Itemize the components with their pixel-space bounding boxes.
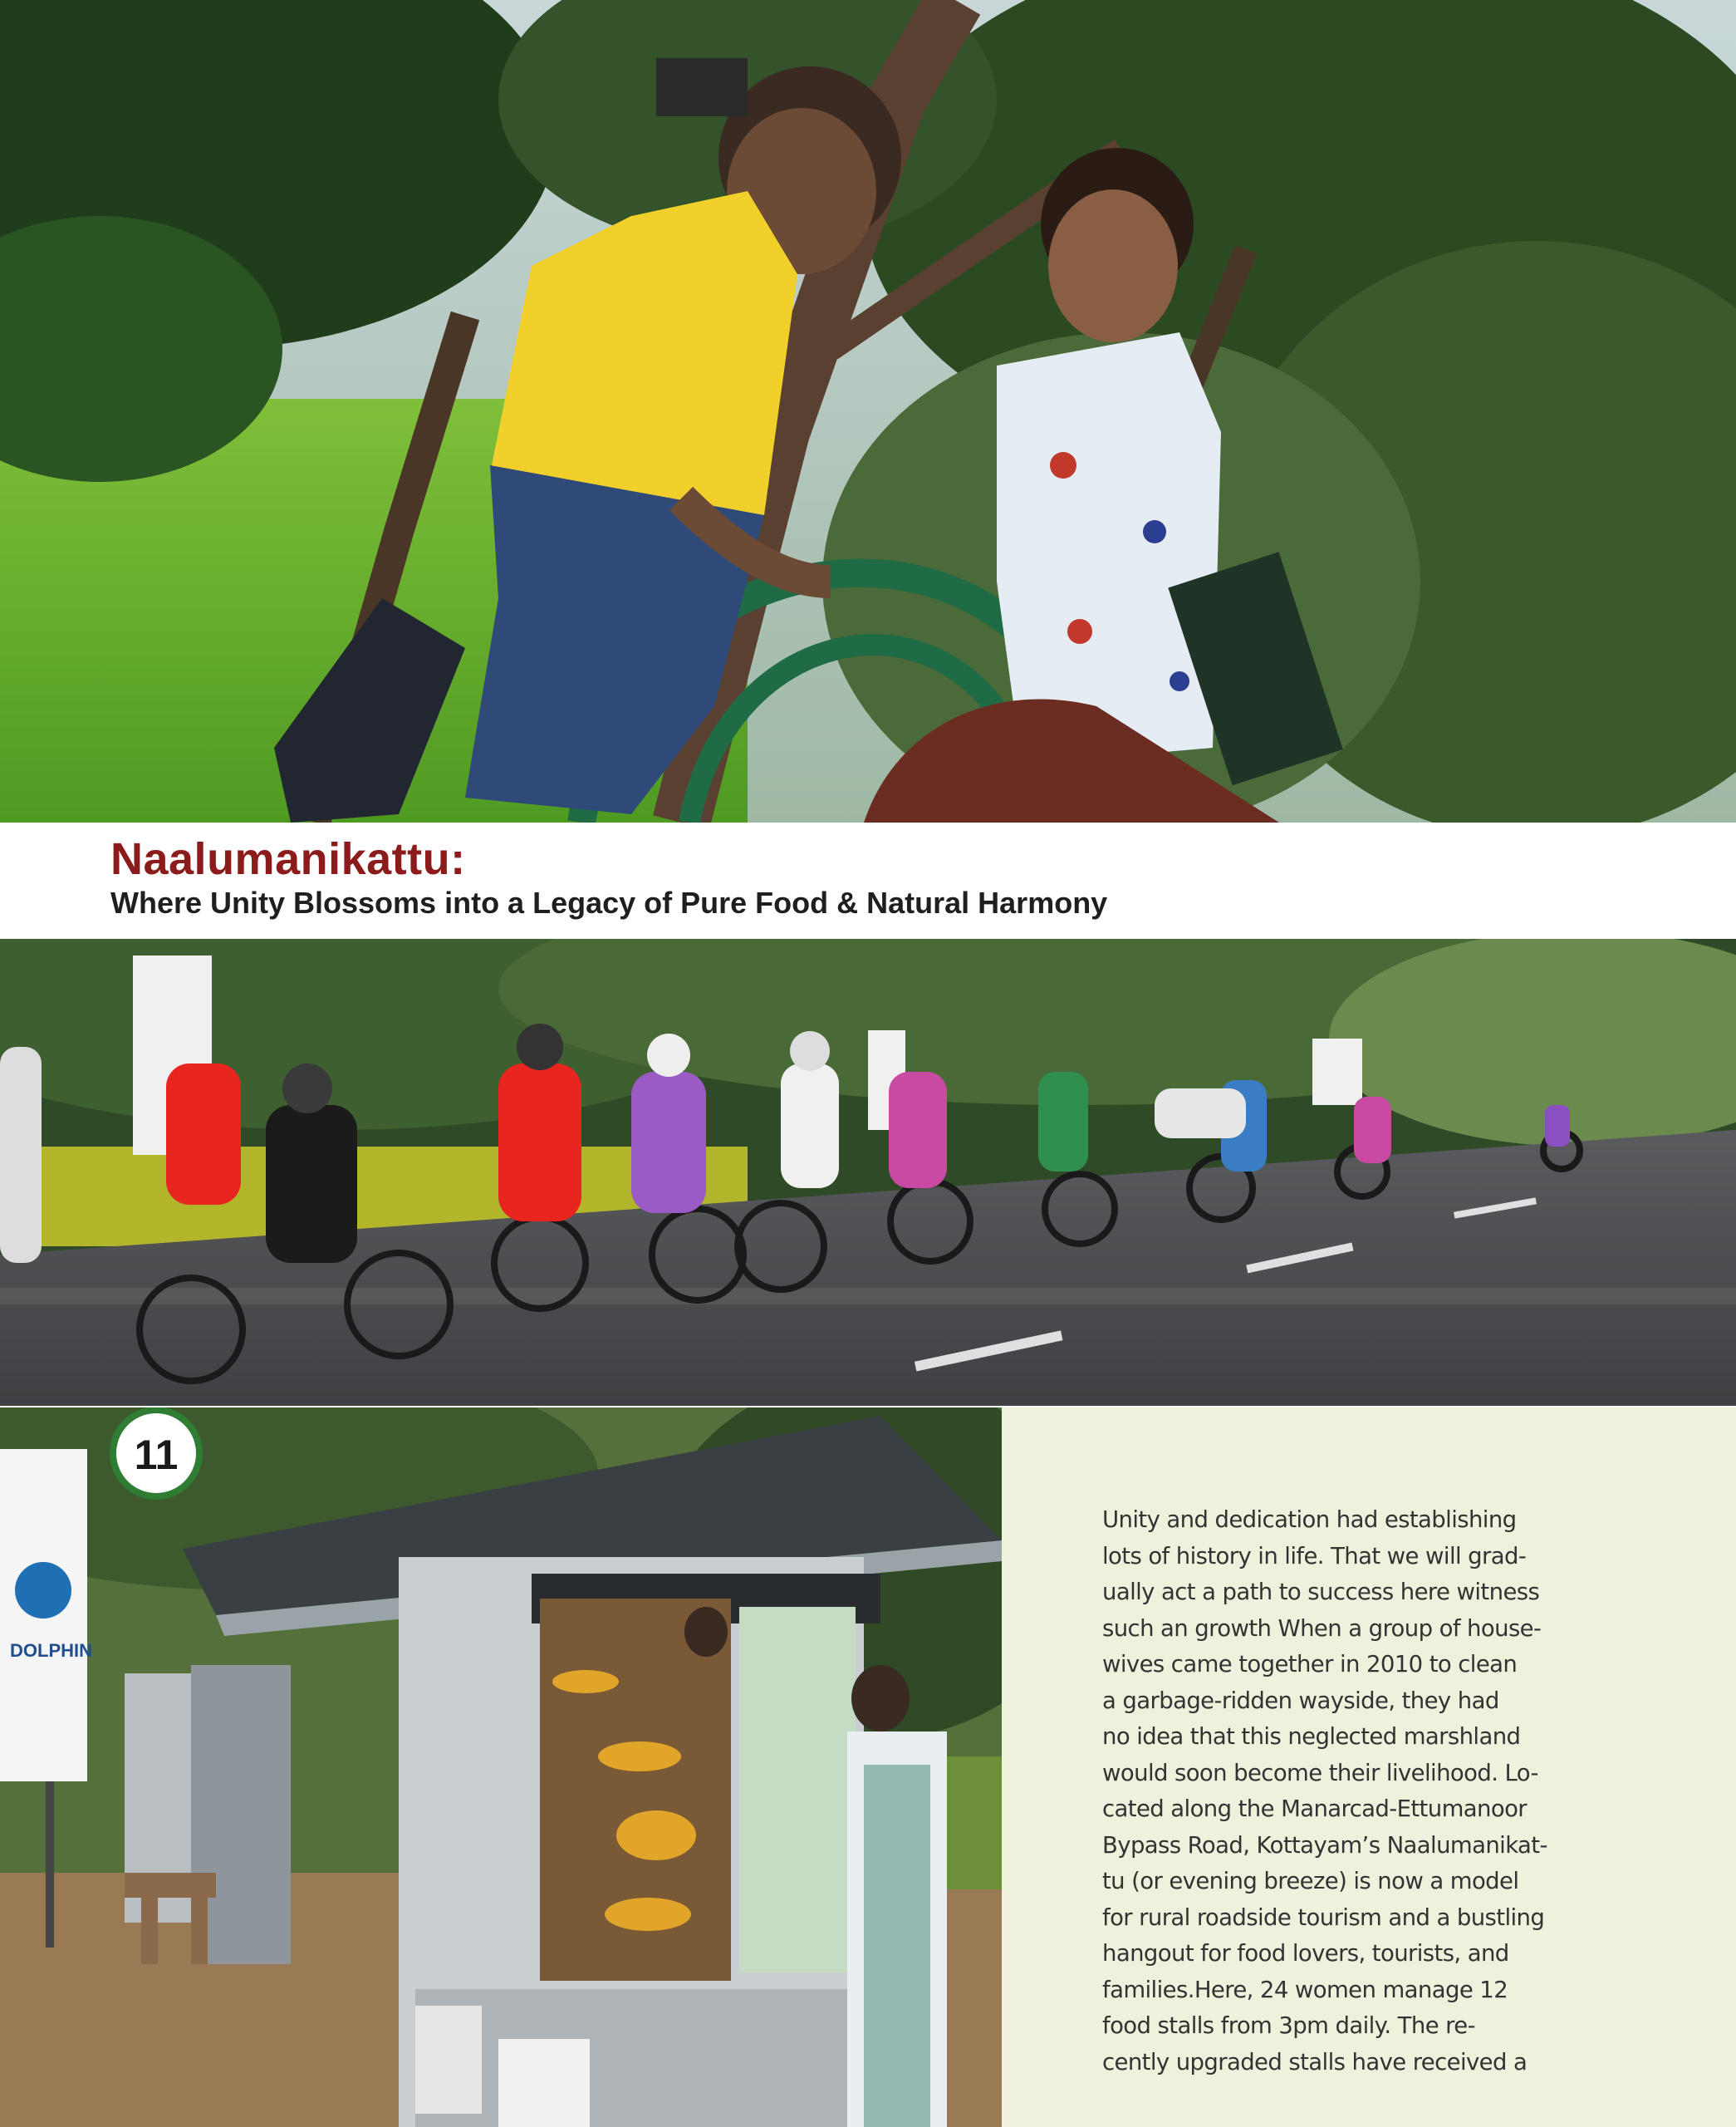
body-line: cated along the Manarcad-Ettumanoor xyxy=(1102,1795,1527,1822)
body-line: families.Here, 24 women manage 12 xyxy=(1102,1976,1508,2003)
body-line: lots of history in life. That we will grad- xyxy=(1102,1542,1527,1569)
children-playing-illustration xyxy=(0,0,1736,823)
article-subtitle: Where Unity Blossoms into a Legacy of Pure Food & Natural Harmony xyxy=(110,886,1108,920)
body-line: food stalls from 3pm daily. The re- xyxy=(1102,2012,1475,2039)
article-body xyxy=(1102,1502,1567,2080)
stall-number-badge: 11 xyxy=(134,1432,179,1478)
body-line: for rural roadside tourism and a bustling xyxy=(1102,1903,1545,1931)
body-line: Unity and dedication had establishing xyxy=(1102,1506,1517,1533)
body-line: would soon become their livelihood. Lo- xyxy=(1102,1759,1538,1786)
food-stall-illustration xyxy=(0,1407,1002,2127)
body-line: Bypass Road, Kottayam’s Naalumanikat- xyxy=(1102,1831,1547,1859)
photo-cyclists xyxy=(0,939,1736,1406)
body-line: hangout for food lovers, tourists, and xyxy=(1102,1940,1509,1967)
body-line: cently upgraded stalls have received a xyxy=(1102,2048,1528,2075)
photo-food-stall xyxy=(0,1407,1002,2127)
dolphin-sign-text: DOLPHIN xyxy=(10,1640,92,1661)
body-line: no idea that this neglected marshland xyxy=(1102,1723,1521,1750)
body-line: tu (or evening breeze) is now a model xyxy=(1102,1868,1519,1894)
body-line: such an growth When a group of house- xyxy=(1102,1614,1542,1642)
body-line: wives came together in 2010 to clean xyxy=(1102,1651,1518,1678)
body-line: ually act a path to success here witness xyxy=(1102,1579,1540,1605)
article-title: Naalumanikattu: xyxy=(110,834,466,884)
cyclists-illustration xyxy=(0,939,1736,1406)
body-line: a garbage-ridden wayside, they had xyxy=(1102,1687,1499,1714)
photo-children-playing xyxy=(0,0,1736,823)
